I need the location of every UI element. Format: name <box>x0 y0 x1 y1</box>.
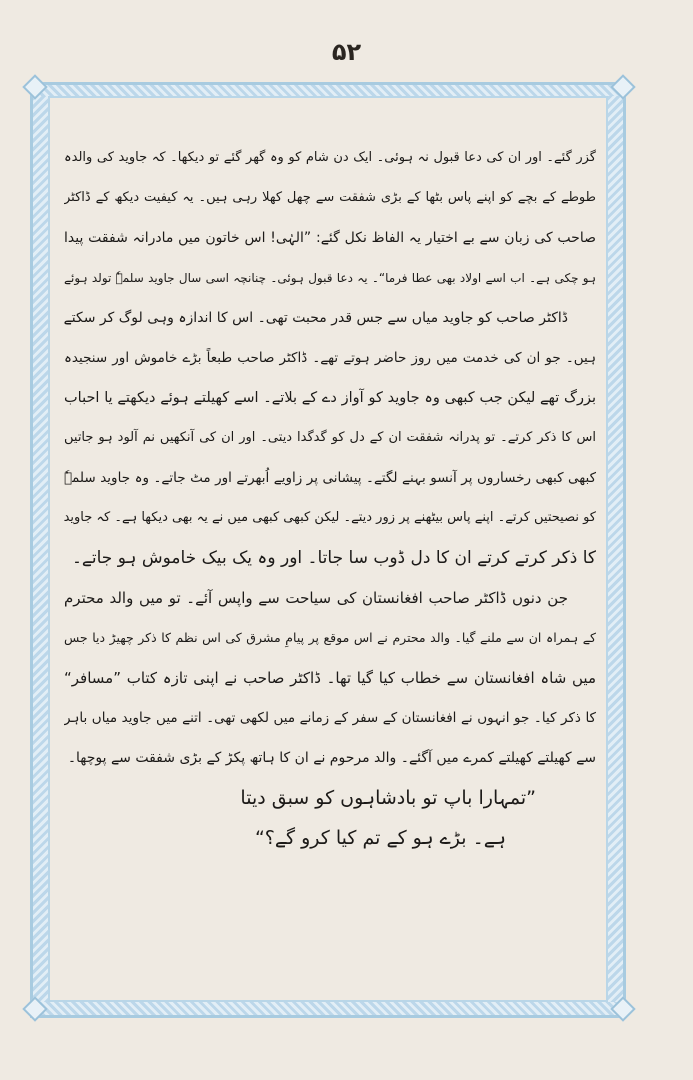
text-line: صاحب کی زبان سے بے اختیار یہ الفاظ نکل گئے: ”الہٰی! اس خاتون میں مادرانہ شفقت پیدا <box>64 230 596 246</box>
page-number: ۵۲ <box>331 38 362 66</box>
text-line: کے ہمراہ ان سے ملنے گیا۔ والد محترم نے اس موقع پر پیامِ مشرق کی اس نظم کا ذکر چھیڑ دیا جس <box>64 630 596 645</box>
text-line: کو نصیحتیں کرتے۔ اپنے پاس بیٹھنے پر زور دیتے۔ لیکن کبھی کبھی میں نے یہ بھی دیکھا ہے۔ کہ جاوید <box>64 510 596 525</box>
text-line: ہیں۔ جو ان کی خدمت میں روز حاضر ہوتے تھے۔ ڈاکٹر صاحب طبعاً بڑے خاموش اور سنجیدہ <box>64 350 596 366</box>
body-text <box>64 138 596 858</box>
quote-line: ”تمہارا باپ تو بادشاہوں کو سبق دیتا <box>240 787 536 809</box>
text-line: جن دنوں ڈاکٹر صاحب افغانستان کی سیاحت سے واپس آئے۔ تو میں والد محترم <box>64 589 568 607</box>
text-line: ڈاکٹر صاحب کو جاوید میاں سے جس قدر محبت تھی۔ اس کا اندازہ وہی لوگ کر سکتے <box>64 310 568 326</box>
decorative-border-left <box>33 96 48 1002</box>
text-line: کا ذکر کیا۔ جو انہوں نے افغانستان کے سفر کے زمانے میں لکھی تھی۔ اتنے میں جاوید میاں باہر <box>64 710 596 726</box>
text-line: سے کھیلتے کھیلتے کمرے میں آگئے۔ والد مرحوم نے ان کا ہاتھ پکڑ کے بڑی شفقت سے پوچھا۔ <box>67 750 596 766</box>
text-line: اس کا ذکر کرتے۔ تو پدرانہ شفقت ان کے دل کو گدگدا دیتی۔ اور ان کی آنکھیں نم آلود ہو جاتیں <box>64 430 596 445</box>
decorative-border-bottom <box>33 1002 623 1015</box>
text-line: کبھی کبھی رخساروں پر آنسو بہنے لگتے۔ پیشانی پر زاویے اُبھرتے اور مٹ جاتے۔ وہ جاوید سلمہٗ <box>64 470 596 486</box>
decorative-border-top <box>33 85 623 96</box>
text-line: ہو چکی ہے۔ اب اسے اولاد بھی عطا فرما“۔ یہ دعا قبول ہوئی۔ چنانچہ اسی سال جاوید سلمہٗ تولد ہوئے <box>64 271 596 285</box>
text-line: طوطے کے بچے کو اپنے پاس بٹھا کے بڑی شفقت سے چھل کھلا رہی ہیں۔ یہ کیفیت دیکھ کے ڈاکٹر <box>64 190 596 205</box>
decorative-border-right <box>608 96 623 1002</box>
text-line: گزر گئے۔ اور ان کی دعا قبول نہ ہوئی۔ ایک دن شام کو وہ گھر گئے تو دیکھا۔ کہ جاوید کی والدہ <box>64 150 596 165</box>
text-line: بزرگ تھے لیکن جب کبھی وہ جاوید کو آواز دے کے بلاتے۔ اسے کھیلتے ہوئے دیکھتے یا احباب <box>64 390 596 406</box>
quote-line: ہے۔ بڑے ہو کے تم کیا کرو گے؟“ <box>254 827 506 849</box>
text-line: میں شاہ افغانستان سے خطاب کیا گیا تھا۔ ڈاکٹر صاحب نے اپنی تازہ کتاب ”مسافر“ <box>64 669 596 687</box>
text-line: کا ذکر کرتے کرتے ان کا دل ڈوب سا جاتا۔ اور وہ یک بیک خاموش ہو جاتے۔ <box>71 548 596 568</box>
